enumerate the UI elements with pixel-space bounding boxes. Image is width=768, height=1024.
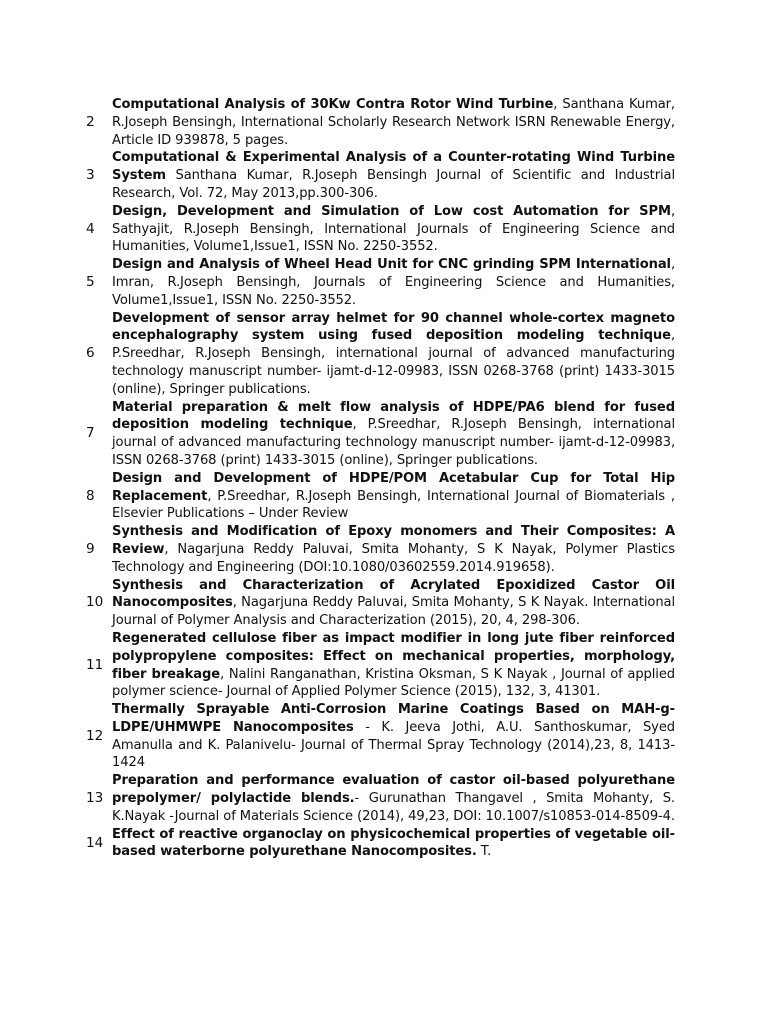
reference-number: 8 — [86, 487, 95, 504]
reference-text — [112, 630, 675, 701]
reference-item — [86, 630, 676, 701]
reference-text — [112, 399, 675, 470]
reference-number: 2 — [86, 113, 95, 130]
reference-title: Computational & Experimental Analysis of a Counter-rotating Wind Turbine System — [112, 150, 675, 184]
reference-title: Material preparation & melt flow analysis of HDPE/PA6 blend for fused deposition modeling technique — [112, 399, 675, 433]
reference-title: Effect of reactive organoclay on physicochemical properties of vegetable oil-based waterborne polyurethane Nanocomposites. — [112, 826, 675, 860]
reference-details: , P.Sreedhar, R.Joseph Bensingh, international journal of advanced manufacturing technology manuscript number- ijamt-d-12-09983, ISSN 0268-3768 (print) 1433-3015 (online), Springer publications. — [112, 417, 676, 468]
reference-number: 12 — [86, 727, 104, 744]
reference-title: Regenerated cellulose fiber as impact modifier in long jute fiber reinforced polypropylene composites: Effect on mechanical properties, morphology, fiber breakage — [112, 630, 675, 682]
reference-item — [86, 701, 676, 772]
reference-text — [112, 96, 675, 149]
reference-text — [112, 577, 675, 630]
reference-title: Design, Development and Simulation of Low cost Automation for SPM — [112, 203, 671, 219]
reference-details: , Santhana Kumar, R.Joseph Bensingh, International Scholarly Research Network ISRN Renewable Energy, Article ID 939878, 5 pages. — [112, 97, 675, 148]
reference-details: Santhana Kumar, R.Joseph Bensingh Journal of Scientific and Industrial Research, Vol. 72, May 2013,pp.300-306. — [112, 168, 675, 201]
reference-item — [86, 772, 676, 825]
reference-text — [112, 772, 675, 825]
reference-number: 9 — [86, 540, 95, 557]
reference-item — [86, 577, 676, 630]
reference-number: 6 — [86, 345, 95, 362]
reference-text — [112, 310, 675, 399]
reference-text — [112, 149, 675, 202]
reference-text — [112, 826, 675, 862]
reference-details: T. — [476, 844, 492, 860]
reference-item — [86, 470, 676, 523]
reference-title: Synthesis and Characterization of Acrylated Epoxidized Castor Oil Nanocomposites — [112, 577, 675, 611]
reference-details: , Sathyajit, R.Joseph Bensingh, International Journals of Engineering Science and Humanities, Volume1,Issue1, ISSN No. 2250-3552. — [112, 203, 675, 255]
reference-number: 11 — [86, 656, 104, 673]
reference-number: 14 — [86, 834, 104, 851]
reference-item — [86, 256, 676, 309]
reference-details: , Imran, R.Joseph Bensingh, Journals of Engineering Science and Humanities, Volume1,Issue1, ISSN No. 2250-3552. — [112, 257, 675, 308]
reference-item — [86, 399, 676, 470]
reference-text — [112, 701, 675, 772]
reference-number: 5 — [86, 273, 95, 290]
reference-item — [86, 523, 676, 576]
reference-number: 7 — [86, 425, 95, 442]
reference-details: , Nagarjuna Reddy Paluvai, Smita Mohanty, S K Nayak. International Journal of Polymer Analysis and Characterization (2015), 20, 4, 298-306. — [112, 595, 675, 629]
reference-details: , Nagarjuna Reddy Paluvai, Smita Mohanty, S K Nayak, Polymer Plastics Technology and Engineering (DOI:10.1080/03602559.2014.919658). — [112, 541, 675, 575]
reference-title: Thermally Sprayable Anti-Corrosion Marine Coatings Based on MAH-g-LDPE/UHMWPE Nanocomposites — [112, 702, 675, 735]
reference-text — [112, 470, 675, 523]
reference-text — [112, 203, 675, 256]
reference-list — [86, 96, 676, 861]
reference-item — [86, 149, 676, 202]
reference-item — [86, 310, 676, 399]
reference-item — [86, 826, 676, 862]
reference-details: - K. Jeeva Jothi, A.U. Santhoskumar, Syed Amanulla and K. Palanivelu- Journal of Thermal Spray Technology (2014),23, 8, 1413-1424 — [112, 719, 675, 771]
reference-title: Design and Analysis of Wheel Head Unit for CNC grinding SPM International — [112, 257, 671, 273]
reference-number: 4 — [86, 220, 95, 237]
reference-number: 10 — [86, 594, 104, 611]
reference-title: Preparation and performance evaluation of castor oil-based polyurethane prepolymer/ polylactide blends. — [112, 773, 675, 807]
reference-number: 3 — [86, 167, 95, 184]
reference-details: , P.Sreedhar, R.Joseph Bensingh, International Journal of Biomaterials , Elsevier Publications – Under Review — [112, 488, 675, 522]
reference-details: - Gurunathan Thangavel , Smita Mohanty, S. K.Nayak -Journal of Materials Science (2014), 49,23, DOI: 10.1007/s10853-014-8509-4. — [112, 791, 675, 824]
reference-title: Synthesis and Modification of Epoxy monomers and Their Composites: A Review — [112, 524, 675, 557]
reference-text — [112, 523, 675, 576]
reference-details: , P.Sreedhar, R.Joseph Bensingh, international journal of advanced manufacturing technology manuscript number- ijamt-d-12-09983, ISSN 0268-3768 (print) 1433-3015 (online), Springer publications. — [112, 328, 675, 397]
reference-item — [86, 203, 676, 256]
reference-number: 13 — [86, 790, 104, 807]
reference-title: Design and Development of HDPE/POM Acetabular Cup for Total Hip Replacement — [112, 470, 675, 504]
reference-text — [112, 256, 675, 309]
reference-details: , Nalini Ranganathan, Kristina Oksman, S K Nayak , Journal of applied polymer science- Journal of Applied Polymer Science (2015), 132, 3, 41301. — [112, 666, 675, 700]
reference-title: Computational Analysis of 30Kw Contra Rotor Wind Turbine — [112, 97, 554, 112]
reference-item — [86, 96, 676, 149]
reference-title: Development of sensor array helmet for 90 channel whole-cortex magneto encephalography system using fused deposition modeling technique — [112, 310, 675, 344]
